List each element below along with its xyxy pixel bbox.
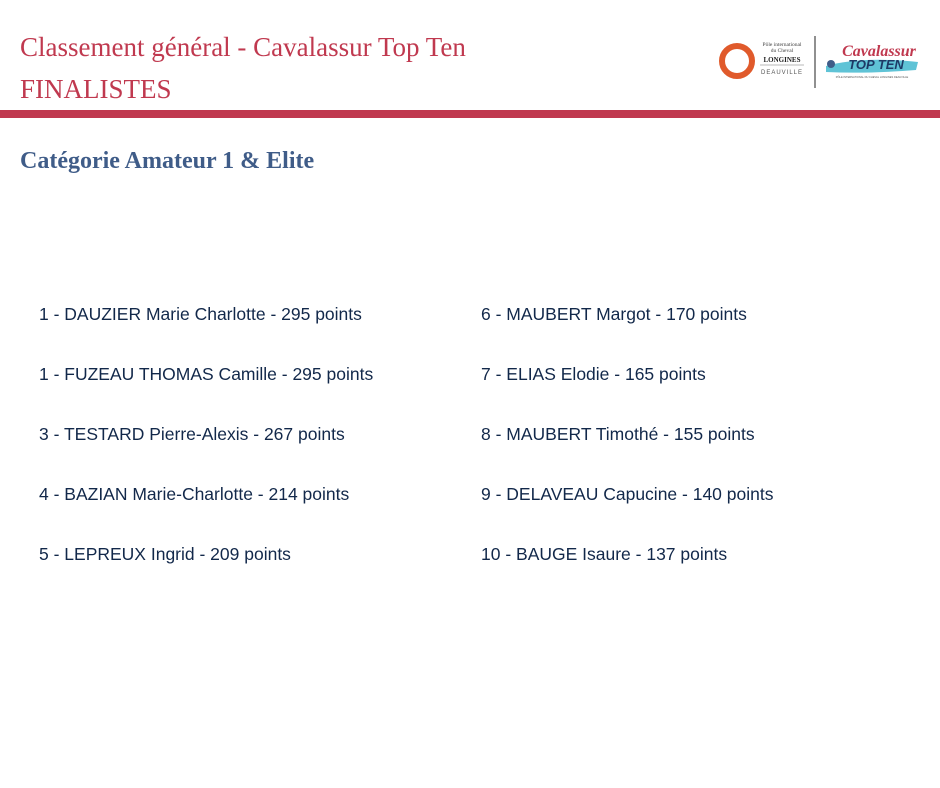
page-title: [20, 26, 466, 110]
pole-city: DEAUVILLE: [760, 70, 804, 76]
ranking-item: 1 - FUZEAU THOMAS Camille - 295 points: [39, 364, 374, 384]
title-line-2: FINALISTES: [20, 74, 172, 104]
ranking-item: 3 - TESTARD Pierre-Alexis - 267 points: [39, 424, 345, 444]
pole-international-logo: [722, 42, 804, 76]
partner-tagline: PÔLE INTERNATIONAL DU CHEVAL LONGINES DEAUVILLE: [835, 76, 909, 79]
logo-area: [716, 34, 920, 90]
ranking-item: 9 - DELAVEAU Capucine - 140 points: [481, 484, 774, 504]
ranking-item: 10 - BAUGE Isaure - 137 points: [481, 544, 728, 564]
partner-event: TOP TEN: [848, 57, 904, 72]
ranking-item: 6 - MAUBERT Margot - 170 points: [481, 304, 747, 324]
pole-brand: LONGINES: [763, 56, 801, 64]
ranking-item: 4 - BAZIAN Marie-Charlotte - 214 points: [39, 484, 350, 504]
partner-name: Cavalassur: [842, 43, 916, 60]
rankings-right-column: [481, 302, 773, 602]
pole-text-2: du Cheval: [770, 48, 794, 54]
category-heading: Catégorie Amateur 1 & Elite: [20, 148, 315, 174]
pole-text-1: Pôle international: [762, 42, 802, 48]
badge-icon: [827, 60, 835, 68]
orange-ring-icon: [722, 46, 752, 76]
title-line-1: Classement général - Cavalassur Top Ten: [20, 32, 466, 62]
ranking-item: 7 - ELIAS Elodie - 165 points: [481, 364, 706, 384]
rankings-left-column: [39, 302, 373, 602]
cavalassur-top-ten-logo: [826, 43, 918, 79]
ranking-item: 5 - LEPREUX Ingrid - 209 points: [39, 544, 291, 564]
ranking-item: 8 - MAUBERT Timothé - 155 points: [481, 424, 755, 444]
ranking-item: 1 - DAUZIER Marie Charlotte - 295 points: [39, 304, 362, 324]
header-divider-bar: [0, 110, 940, 118]
